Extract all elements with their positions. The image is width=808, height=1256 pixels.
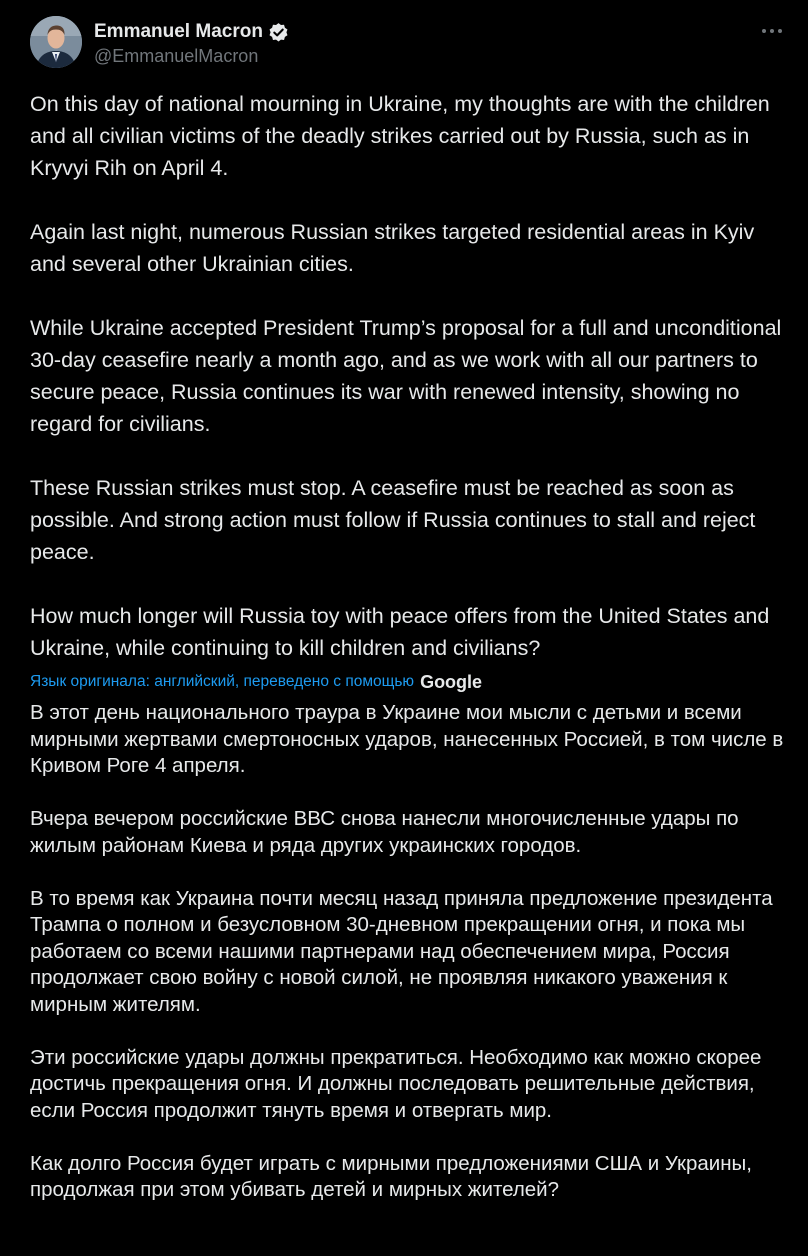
name-row (94, 19, 289, 45)
display-name[interactable]: Emmanuel Macron (94, 21, 263, 42)
translated-text (30, 700, 792, 1204)
more-dots-icon (761, 28, 783, 34)
tweet-paragraph: On this day of national mourning in Ukraine, my thoughts are with the children and all civilian victims of the deadly strikes carried out by Russia, such as in Kryvyi Rih on April 4. (30, 92, 770, 180)
tweet-paragraph: Again last night, numerous Russian strikes targeted residential areas in Kyiv and several other Ukrainian cities. (30, 220, 755, 276)
translation-note-link[interactable]: Язык оригинала: английский, переведено с помощью (30, 673, 415, 690)
translated-paragraph: Эти российские удары должны прекратиться. Необходимо как можно скорее достичь прекращения огня. И должны последовать решительные действия, если Россия продолжит тянуть время и отвергать мир. (30, 1045, 762, 1122)
translated-paragraph: В то время как Украина почти месяц назад приняла предложение президента Трампа о полном и безусловном 30-дневном прекращении огня, и пока мы работаем со всеми нашими партнерами над обеспечением мира, Россия продолжает свою войну с новой силой, не проявляя никакого уважения к мирным жителям. (30, 886, 773, 1016)
translated-paragraph: В этот день национального траура в Украине мои мысли с детьми и всеми мирными жертвами смертоносных ударов, нанесенных Россией, в том числе в Кривом Роге 4 апреля. (30, 701, 784, 777)
tweet-text (30, 88, 792, 664)
profile-photo-icon (30, 16, 82, 68)
tweet-paragraph: These Russian strikes must stop. A ceasefire must be reached as soon as possible. And strong action must follow if Russia continues to stall and reject peace. (30, 476, 756, 564)
translated-paragraph: Вчера вечером российские ВВС снова нанесли многочисленные удары по жилым районам Киева и ряда других украинских городов. (30, 807, 739, 857)
user-handle[interactable]: @EmmanuelMacron (94, 46, 259, 66)
more-options-button[interactable] (754, 18, 790, 44)
translated-paragraph: Как долго Россия будет играть с мирными предложениями США и Украины, продолжая при этом убивать детей и мирных жителей? (30, 1151, 752, 1201)
avatar[interactable] (30, 16, 82, 68)
google-logo: Google (420, 671, 483, 692)
tweet-paragraph: How much longer will Russia toy with peace offers from the United States and Ukraine, while continuing to kill children and civilians? (30, 604, 770, 660)
tweet-header (30, 16, 790, 74)
verified-badge-icon[interactable] (268, 22, 289, 43)
tweet-paragraph: While Ukraine accepted President Trump’s proposal for a full and unconditional 30-day ceasefire nearly a month ago, and as we work with all our partners to secure peace, Russia continues its war with renewed intensity, showing no regard for civilians. (30, 316, 782, 436)
translation-attribution (30, 669, 482, 695)
